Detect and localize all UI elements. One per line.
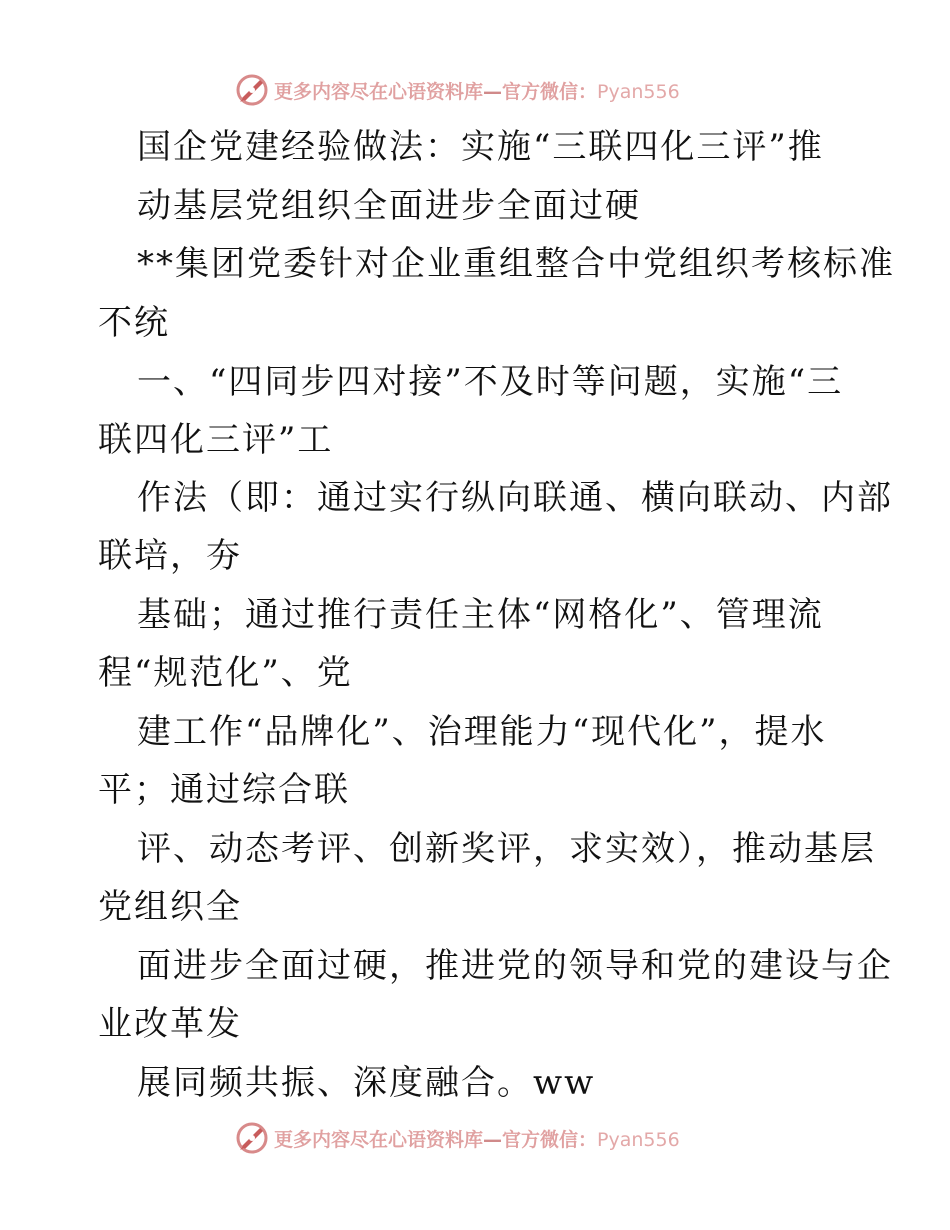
paragraph-line: 作法（即：通过实行纵向联通、横向联动、内部 [137,478,893,518]
paragraph-line: 业改革发 [98,1004,242,1044]
paragraph-line: 不统 [98,303,170,343]
document-title-line-1: 国企党建经验做法：实施“三联四化三评”推 [137,127,824,167]
paragraph-line: 联四化三评”工 [98,420,334,460]
paragraph-line: 基础；通过推行责任主体“网格化”、管理流 [137,595,824,635]
paragraph-line: 联培，夯 [98,536,242,576]
paragraph-line: 一、“四同步四对接”不及时等问题，实施“三 [137,362,844,402]
quill-pen-logo-icon [234,72,270,108]
banner-title: 更多内容尽在心语资料库 [274,80,484,103]
banner-separator: — [483,1128,503,1151]
banner-separator: — [483,80,503,103]
footer-watermark-banner [0,1118,950,1158]
quill-pen-logo-icon [234,1120,270,1156]
paragraph-line: 展同频共振、深度融合。ww [137,1063,596,1103]
paragraph-line: 平；通过综合联 [98,770,350,810]
paragraph-line: 党组织全 [98,887,242,927]
banner-official-label: 官方微信： [502,1128,598,1151]
header-watermark-banner [0,70,950,110]
banner-handle: Pyan556 [597,1128,680,1151]
paragraph-line: 建工作“品牌化”、治理能力“现代化”，提水 [137,712,827,752]
paragraph-line: 程“规范化”、党 [98,653,353,693]
paragraph-line: 评、动态考评、创新奖评，求实效），推动基层 [137,829,876,869]
banner-title: 更多内容尽在心语资料库 [274,1128,484,1151]
document-title-line-2: 动基层党组织全面进步全面过硬 [137,186,641,226]
paragraph-line: **集团党委针对企业重组整合中党组织考核标准 [137,244,895,284]
banner-official-label: 官方微信： [502,80,598,103]
banner-handle: Pyan556 [597,80,680,103]
paragraph-line: 面进步全面过硬，推进党的领导和党的建设与企 [137,946,893,986]
